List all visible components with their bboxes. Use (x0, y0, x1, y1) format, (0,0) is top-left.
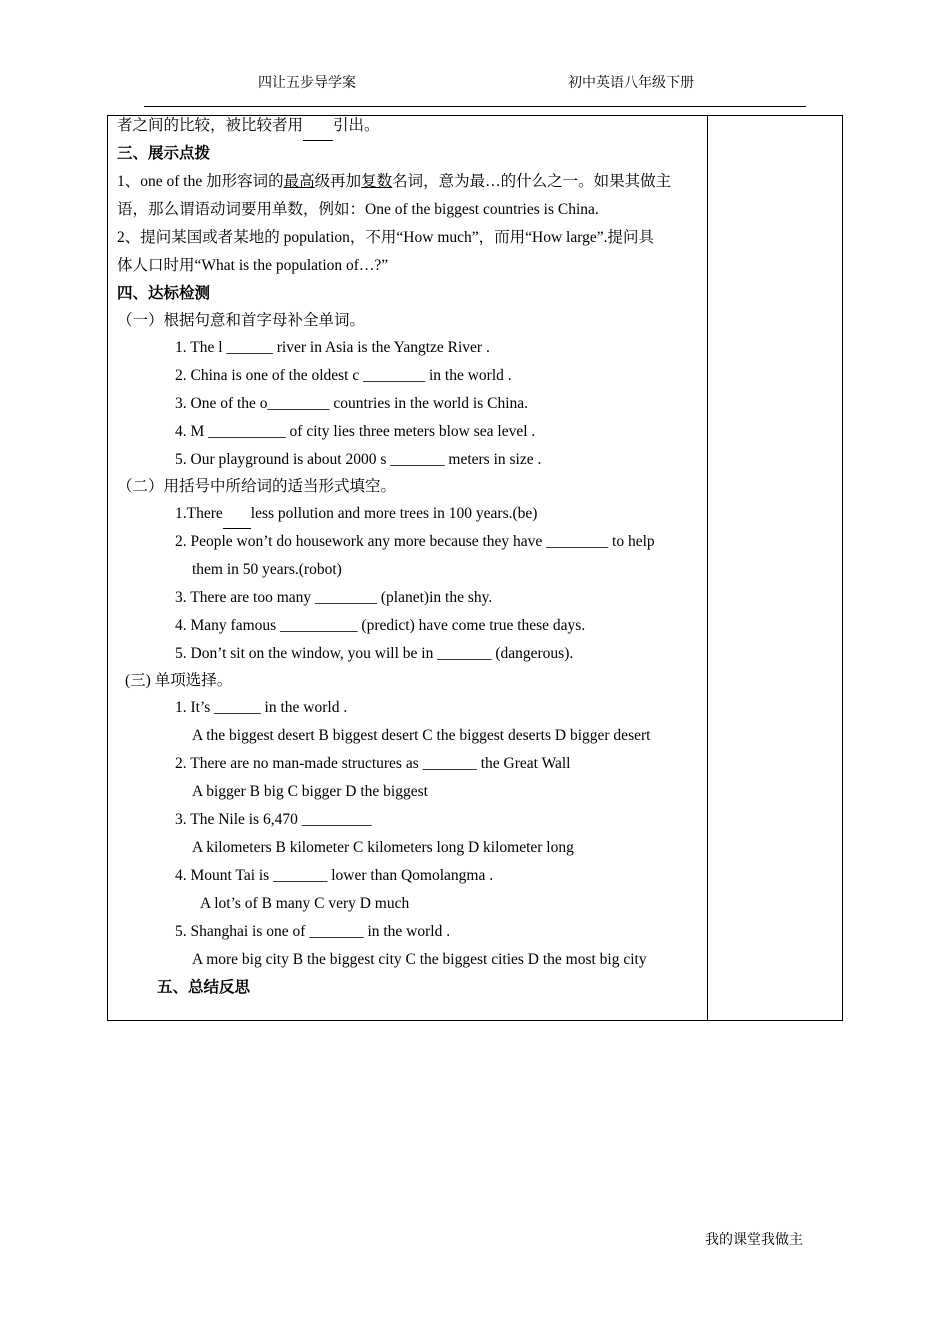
answer-blank[interactable] (303, 112, 333, 141)
part1-item-4: 4. M __________ of city lies three meters blow sea level . (175, 423, 536, 440)
sec3-point2-line1: 2、提问某国或者某地的 population，不用“How much”，而用“How large”.提问具 (117, 229, 654, 246)
main-content (117, 112, 702, 1030)
part2-item-3: 3. There are too many ________ (planet)in the shy. (175, 589, 493, 606)
part3-options-2: A bigger B big C bigger D the biggest (192, 783, 428, 800)
part1-item-3: 3. One of the o________ countries in the world is China. (175, 395, 529, 412)
sec3-point2-line2: 体人口时用“What is the population of…?” (117, 257, 389, 274)
part3-question-1: 1. It’s ______ in the world . (175, 699, 348, 716)
part3-options-4: A lot’s of B many C very D much (200, 895, 410, 912)
part2-item-2-cont: them in 50 years.(robot) (192, 561, 342, 578)
continuation-line: 者之间的比较，被比较者用 引出。 (117, 112, 702, 140)
part3-question-2: 2. There are no man-made structures as _______ the Great Wall (175, 755, 571, 772)
reflection-line (117, 1002, 702, 1030)
sec3-point1-line1: 1、one of the 加形容词的最高级再加复数名词，意为最…的什么之一。如果其做主 (117, 173, 672, 190)
part1-item-1: 1. The l ______ river in Asia is the Yangtze River . (175, 339, 490, 356)
header-left: 四让五步导学案 (258, 76, 356, 91)
part1-item-5: 5. Our playground is about 2000 s _______ meters in size . (175, 451, 542, 468)
part1-item-2: 2. China is one of the oldest c ________ in the world . (175, 367, 512, 384)
part2-item-2: 2. People won’t do housework any more because they have ________ to help (175, 533, 655, 550)
part2-item-5: 5. Don’t sit on the window, you will be in _______ (dangerous). (175, 645, 574, 662)
part3-question-4: 4. Mount Tai is _______ lower than Qomolangma . (175, 867, 494, 884)
part1-title: （一）根据句意和首字母补全单词。 (117, 312, 366, 329)
section4-title: 四、达标检测 (117, 285, 211, 302)
table-column-divider (707, 115, 708, 1021)
header-right: 初中英语八年级下册 (568, 76, 694, 91)
sec3-point1-line2: 语，那么谓语动词要用单数，例如：One of the biggest countries is China. (117, 201, 599, 218)
part3-question-5: 5. Shanghai is one of _______ in the world . (175, 923, 451, 940)
footer-slogan: 我的课堂我做主 (705, 1233, 803, 1248)
part3-options-1: A the biggest desert B biggest desert C the biggest deserts D bigger desert (192, 727, 651, 744)
header-rule (144, 106, 806, 107)
part3-options-3: A kilometers B kilometer C kilometers long D kilometer long (192, 839, 574, 856)
part2-title: （二）用括号中所给词的适当形式填空。 (117, 478, 397, 495)
section3-title: 三、展示点拨 (117, 145, 211, 162)
part3-question-3: 3. The Nile is 6,470 _________ (175, 811, 372, 828)
section5-title: 五、总结反思 (157, 979, 251, 996)
part3-options-5: A more big city B the biggest city C the biggest cities D the most big city (192, 951, 647, 968)
part3-title: (三) 单项选择。 (125, 672, 233, 689)
reflection-blank[interactable] (157, 1002, 400, 1021)
answer-blank[interactable] (223, 500, 251, 529)
part2-item-4: 4. Many famous __________ (predict) have come true these days. (175, 617, 586, 634)
part2-item-1: 1.There less pollution and more trees in 100 years.(be) (117, 500, 702, 528)
